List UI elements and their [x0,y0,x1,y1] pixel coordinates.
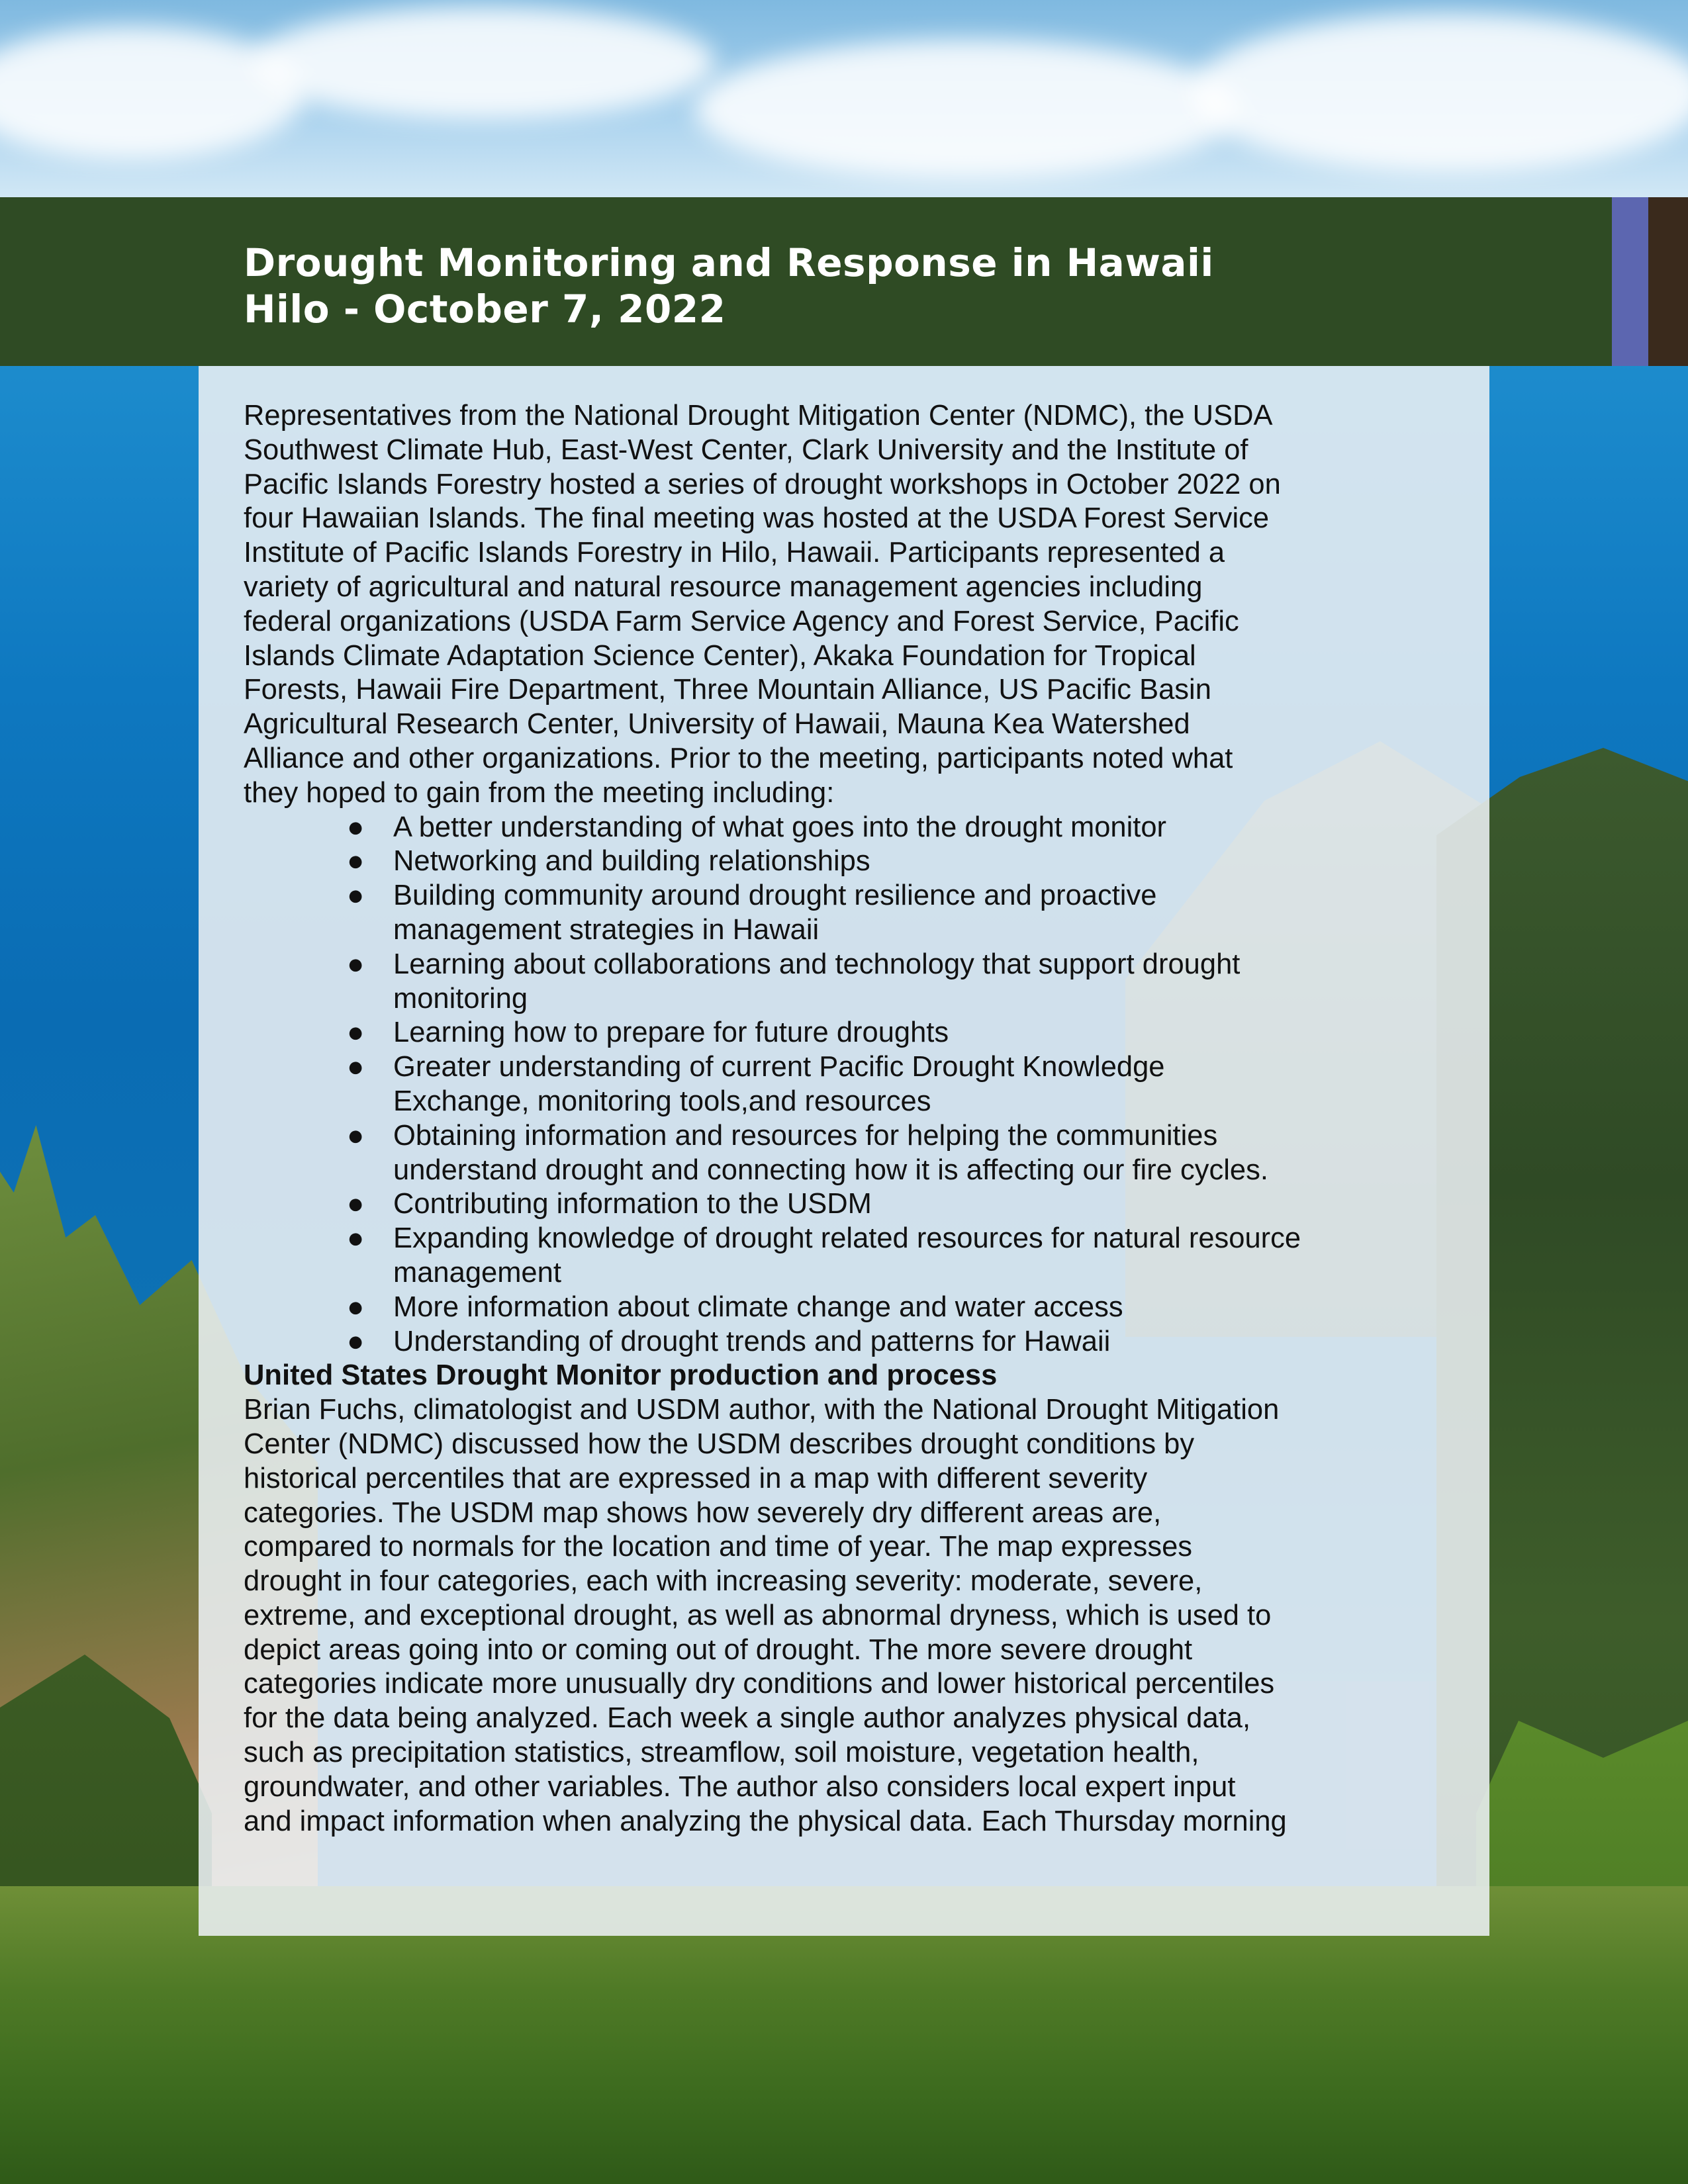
bullet-icon: ● [347,1051,365,1083]
text-line: Islands Climate Adaptation Science Center), Akaka Foundation for Tropical [244,639,1196,672]
bullet-icon: ● [347,1222,365,1255]
bullet-icon: ● [347,845,365,878]
text-line: Agricultural Research Center, University of Hawaii, Mauna Kea Watershed [244,708,1190,741]
accent-stripe-brown [1648,197,1688,366]
text-line: Building community around drought resilience and proactive [393,880,1157,912]
goals-list [244,811,1455,1359]
bullet-icon: ● [347,1119,365,1152]
text-line: historical percentiles that are expressed in a map with different severity [244,1462,1148,1494]
text-line: they hoped to gain from the meeting including: [244,776,835,809]
list-item [347,844,1455,879]
text-line: for the data being analyzed. Each week a single author analyzes physical data, [244,1702,1251,1735]
bullet-icon: ● [347,811,365,843]
list-item [347,1325,1455,1359]
text-line: Learning about collaborations and technology that support drought [393,948,1241,980]
content-body [244,399,1455,1839]
bullet-icon: ● [347,880,365,912]
cloud [252,7,715,119]
page-title [244,240,1214,332]
list-item [347,879,1455,948]
list-item [347,811,1455,845]
text-line: Southwest Climate Hub, East-West Center, Clark University and the Institute of [244,433,1248,466]
text-line: Expanding knowledge of drought related resources for natural resource [393,1222,1301,1255]
list-item [347,1016,1455,1050]
text-line: such as precipitation statistics, streamflow, soil moisture, vegetation health, [244,1737,1199,1769]
text-line: categories. The USDM map shows how severely dry different areas are, [244,1496,1162,1529]
text-line: monitoring [393,982,528,1015]
text-line: Obtaining information and resources for helping the communities [393,1119,1218,1152]
text-line: Understanding of drought trends and patterns for Hawaii [393,1325,1111,1357]
section-heading: United States Drought Monitor production and process [244,1359,998,1392]
cloud [1192,13,1688,172]
text-line: extreme, and exceptional drought, as well as abnormal dryness, which is used to [244,1599,1272,1631]
text-line: Learning how to prepare for future droughts [393,1017,949,1049]
text-line: management strategies in Hawaii [393,913,820,946]
bullet-icon: ● [347,1017,365,1049]
accent-stripe-purple [1612,197,1648,366]
text-line: management [393,1256,561,1289]
section-paragraph [244,1393,1455,1839]
text-line: depict areas going into or coming out of drought. The more severe drought [244,1633,1193,1666]
list-item [347,948,1455,1017]
text-line: Exchange, monitoring tools,and resources [393,1085,931,1117]
text-line: A better understanding of what goes into the drought monitor [393,811,1167,843]
text-line: variety of agricultural and natural resource management agencies including [244,570,1203,603]
text-line: Alliance and other organizations. Prior to the meeting, participants noted what [244,742,1233,774]
list-item [347,1119,1455,1188]
title-line-2: Hilo - October 7, 2022 [244,287,726,332]
text-line: Representatives from the National Drought Mitigation Center (NDMC), the USDA [244,400,1273,432]
cloud [695,40,1238,179]
text-line: Brian Fuchs, climatologist and USDM author, with the National Drought Mitigation [244,1394,1280,1426]
bullet-icon: ● [347,1325,365,1357]
text-line: groundwater, and other variables. The author also considers local expert input [244,1770,1236,1803]
text-line: Forests, Hawaii Fire Department, Three Mountain Alliance, US Pacific Basin [244,674,1211,706]
text-line: Pacific Islands Forestry hosted a series of drought workshops in October 2022 on [244,468,1281,500]
list-item [347,1187,1455,1222]
text-line: compared to normals for the location and time of year. The map expresses [244,1531,1193,1563]
bullet-icon: ● [347,948,365,980]
list-item [347,1291,1455,1325]
text-line: categories indicate more unusually dry conditions and lower historical percentiles [244,1668,1275,1700]
text-line: More information about climate change and water access [393,1291,1123,1323]
text-line: Institute of Pacific Islands Forestry in Hilo, Hawaii. Participants represented a [244,537,1225,569]
text-line: Greater understanding of current Pacific Drought Knowledge [393,1051,1165,1083]
text-line: federal organizations (USDA Farm Service Agency and Forest Service, Pacific [244,605,1239,637]
text-line: understand drought and connecting how it is affecting our fire cycles. [393,1154,1268,1186]
list-item [347,1050,1455,1119]
text-line: Networking and building relationships [393,845,870,878]
bullet-icon: ● [347,1188,365,1220]
list-item [347,1222,1455,1291]
text-line: four Hawaiian Islands. The final meeting was hosted at the USDA Forest Service [244,502,1270,535]
intro-paragraph [244,399,1455,811]
text-line: drought in four categories, each with increasing severity: moderate, severe, [244,1565,1203,1598]
text-line: and impact information when analyzing the physical data. Each Thursday morning [244,1805,1287,1837]
bullet-icon: ● [347,1291,365,1323]
title-line-1: Drought Monitoring and Response in Hawaii [244,240,1214,285]
text-line: Contributing information to the USDM [393,1188,872,1220]
text-line: Center (NDMC) discussed how the USDM describes drought conditions by [244,1428,1195,1460]
